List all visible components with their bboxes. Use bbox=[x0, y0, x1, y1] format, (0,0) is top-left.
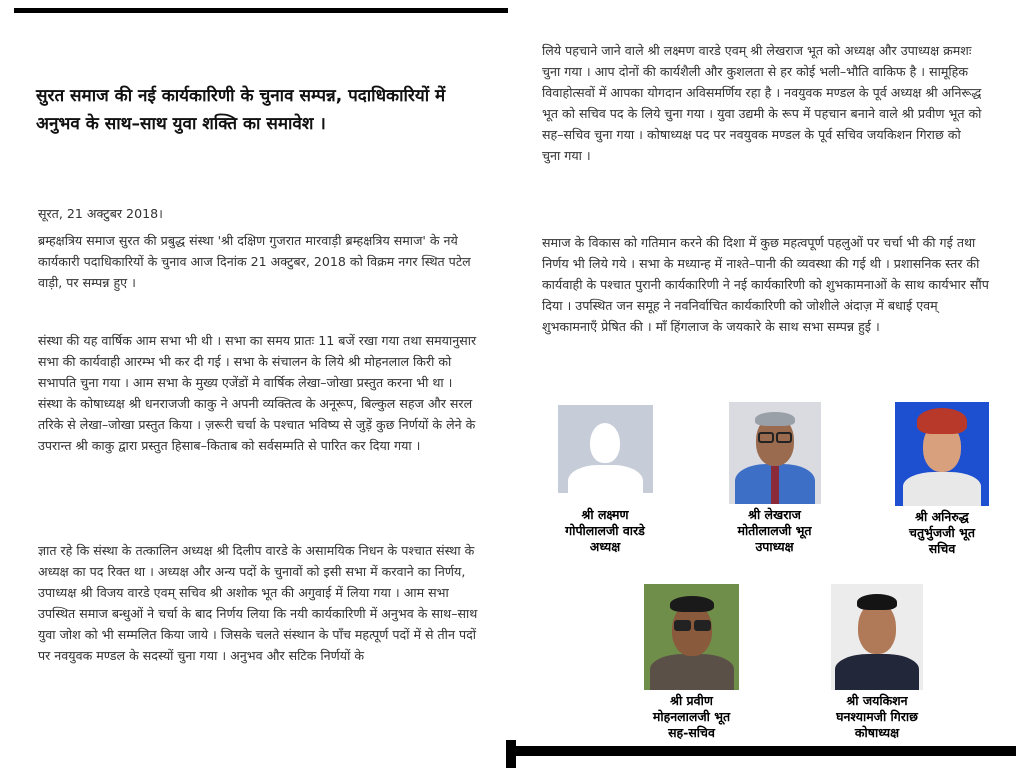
dateline: सूरत, 21 अक्टुबर 2018। bbox=[38, 206, 163, 221]
gutter-rule bbox=[506, 740, 516, 768]
portrait-photo bbox=[895, 402, 989, 506]
member-name-line2: मोहनलालजी भूत bbox=[652, 709, 731, 724]
member-card-secretary bbox=[867, 402, 1017, 557]
right-page bbox=[512, 0, 1024, 768]
member-name-line2: चतुर्भुजजी भूत bbox=[909, 525, 975, 540]
member-name-line2: मोतीलालजी भूत bbox=[737, 523, 812, 538]
member-role: कोषाध्यक्ष bbox=[854, 725, 900, 740]
member-role: सचिव bbox=[928, 541, 956, 556]
member-card-joint-secretary bbox=[624, 584, 759, 741]
portrait-photo bbox=[644, 584, 739, 690]
member-role: उपाध्यक्ष bbox=[755, 539, 794, 554]
paragraph-2: संस्था की यह वार्षिक आम सभा भी थी । सभा का समय प्रातः 11 बजें रखा गया तथा समयानुसार सभा की कार्यवाही आरम्भ भी कर दी गई । सभा के संचालन के लिये श्री मोहनलाल किरी को सभापति चुना गया । आम सभा के मुख्य एजेंडों मे वार्षिक लेखा–जोखा प्रस्तुत करना भी था । संस्था के कोषाध्यक्ष श्री धनराजजी काकु ने अपनी व्यक्तित्व के अनूरूप, बिल्कुल सहज और सरल तरिके से लेखा–जोखा प्रस्तुत किया । ज़रूरी चर्चा के पश्चात भविष्य से जुड़ें कुछ निर्णयों के लेने के उपरान्त श्री काकु द्वारा प्रस्तुत हिसाब–किताब को सर्वसम्मति से पारित कर दिया गया । bbox=[38, 333, 477, 453]
member-name-line2: घनश्यामजी गिराछ bbox=[836, 709, 918, 724]
member-name-line2: गोपीलालजी वारडे bbox=[565, 523, 645, 538]
paragraph-3: ज्ञात रहे कि संस्था के तत्कालिन अध्यक्ष श्री दिलीप वारडे के असामयिक निधन के पश्चात संस्था के अध्यक्ष का पद रिक्त था । अध्यक्ष और अन्य पदों के चुनावों को इसी सभा में करवाने का निर्णय, उपाध्यक्ष श्री विजय वारडे एवम् सचिव श्री अशोक भूत की अगुवाई में लिया गया । आम सभा उपस्थित समाज बन्धुओं ने चर्चा के बाद निर्णय लिया कि नयी कार्यकारिणी में अनुभव के साथ–साथ युवा जोश को भी सम्मलित किया जाये । जिसके चलते संस्थान के पाँच महत्पूर्ण पदों में से तीन पदों पर नवयुवक मण्डल के सदस्यों चुना गया । अनुभव और सटिक निर्णयों के bbox=[38, 543, 478, 663]
top-rule bbox=[14, 8, 508, 13]
paragraph-1: ब्रम्हक्षत्रिय समाज सुरत की प्रबुद्ध संस्था 'श्री दक्षिण गुजरात मारवाड़ी ब्रम्हक्षत्रिय समाज' के नये कार्यकारी पदाधिकारियों के चुनाव आज दिनांक 21 अक्टुबर, 2018 को विक्रम नगर स्थित पटेल वाड़ी, पर सम्पन्न हुए । bbox=[38, 233, 471, 290]
placeholder-avatar-icon bbox=[558, 405, 653, 493]
paragraph-5: समाज के विकास को गतिमान करने की दिशा में कुछ महत्वपूर्ण पहलुओं पर चर्चा भी की गई तथा निर्णय भी लिये गये । सभा के मध्यान्ह में नाश्ते–पानी की व्यवस्था की गई थी । प्रशासनिक स्तर की कार्यवाही के पश्चात पुरानी कार्यकारिणी ने नई कार्यकारिणी को शुभकामनाओं के साथ कार्यभार सौंप दिया । उपस्थित जन समूह ने नवनिर्वाचित कार्यकारिणी को जोशीले अंदाज़ में बधाई एवम् शुभकामनाऍं प्रेषित की । माँ हिंगलाज के जयकारे के साथ सभा सम्पन्न हुई । bbox=[542, 235, 989, 334]
portrait-photo bbox=[729, 402, 821, 504]
member-name-line1: श्री प्रवीण bbox=[670, 693, 713, 708]
member-role: अध्यक्ष bbox=[589, 539, 621, 554]
paragraph-4: लिये पहचाने जाने वाले श्री लक्ष्मण वारडे एवम् श्री लेखराज भूत को अध्यक्ष और उपाध्यक्ष क्रमशः चुना गया । आप दोनों की कार्यशैली और कुशलता से हर कोई भली–भौति वाकिफ है । सामूहिक विवाहोत्सवों में आपका योगदान अविसमर्णिय रहा है । नवयुवक मण्डल के पूर्व अध्यक्ष श्री अनिरूद्ध भूत को सचिव पद के लिये चुना गया । युवा उद्यमी के रूप में पहचान बनाने वाले श्री प्रवीण भूत को सह–सचिव चुना गया । कोषाध्यक्ष पद पर नवयुवक मण्डल के पूर्व सचिव जयकिशन गिराछ को चुना गया । bbox=[542, 43, 982, 163]
bottom-rule bbox=[516, 746, 1016, 756]
member-role: सह-सचिव bbox=[668, 725, 715, 740]
member-card-president bbox=[540, 405, 670, 555]
article-headline: सुरत समाज की नई कार्यकारिणी के चुनाव सम्पन्न, पदाधिकारियों में अनुभव के साथ–साथ युवा शक्ति का समावेश । bbox=[36, 86, 446, 134]
member-name-line1: श्री जयकिशन bbox=[846, 693, 908, 708]
portrait-photo bbox=[831, 584, 923, 690]
member-name-line1: श्री लक्ष्मण bbox=[581, 507, 629, 522]
member-card-treasurer bbox=[802, 584, 952, 741]
member-card-vice-president bbox=[707, 402, 842, 555]
member-name-line1: श्री अनिरुद्ध bbox=[915, 509, 969, 524]
member-name-line1: श्री लेखराज bbox=[748, 507, 801, 522]
